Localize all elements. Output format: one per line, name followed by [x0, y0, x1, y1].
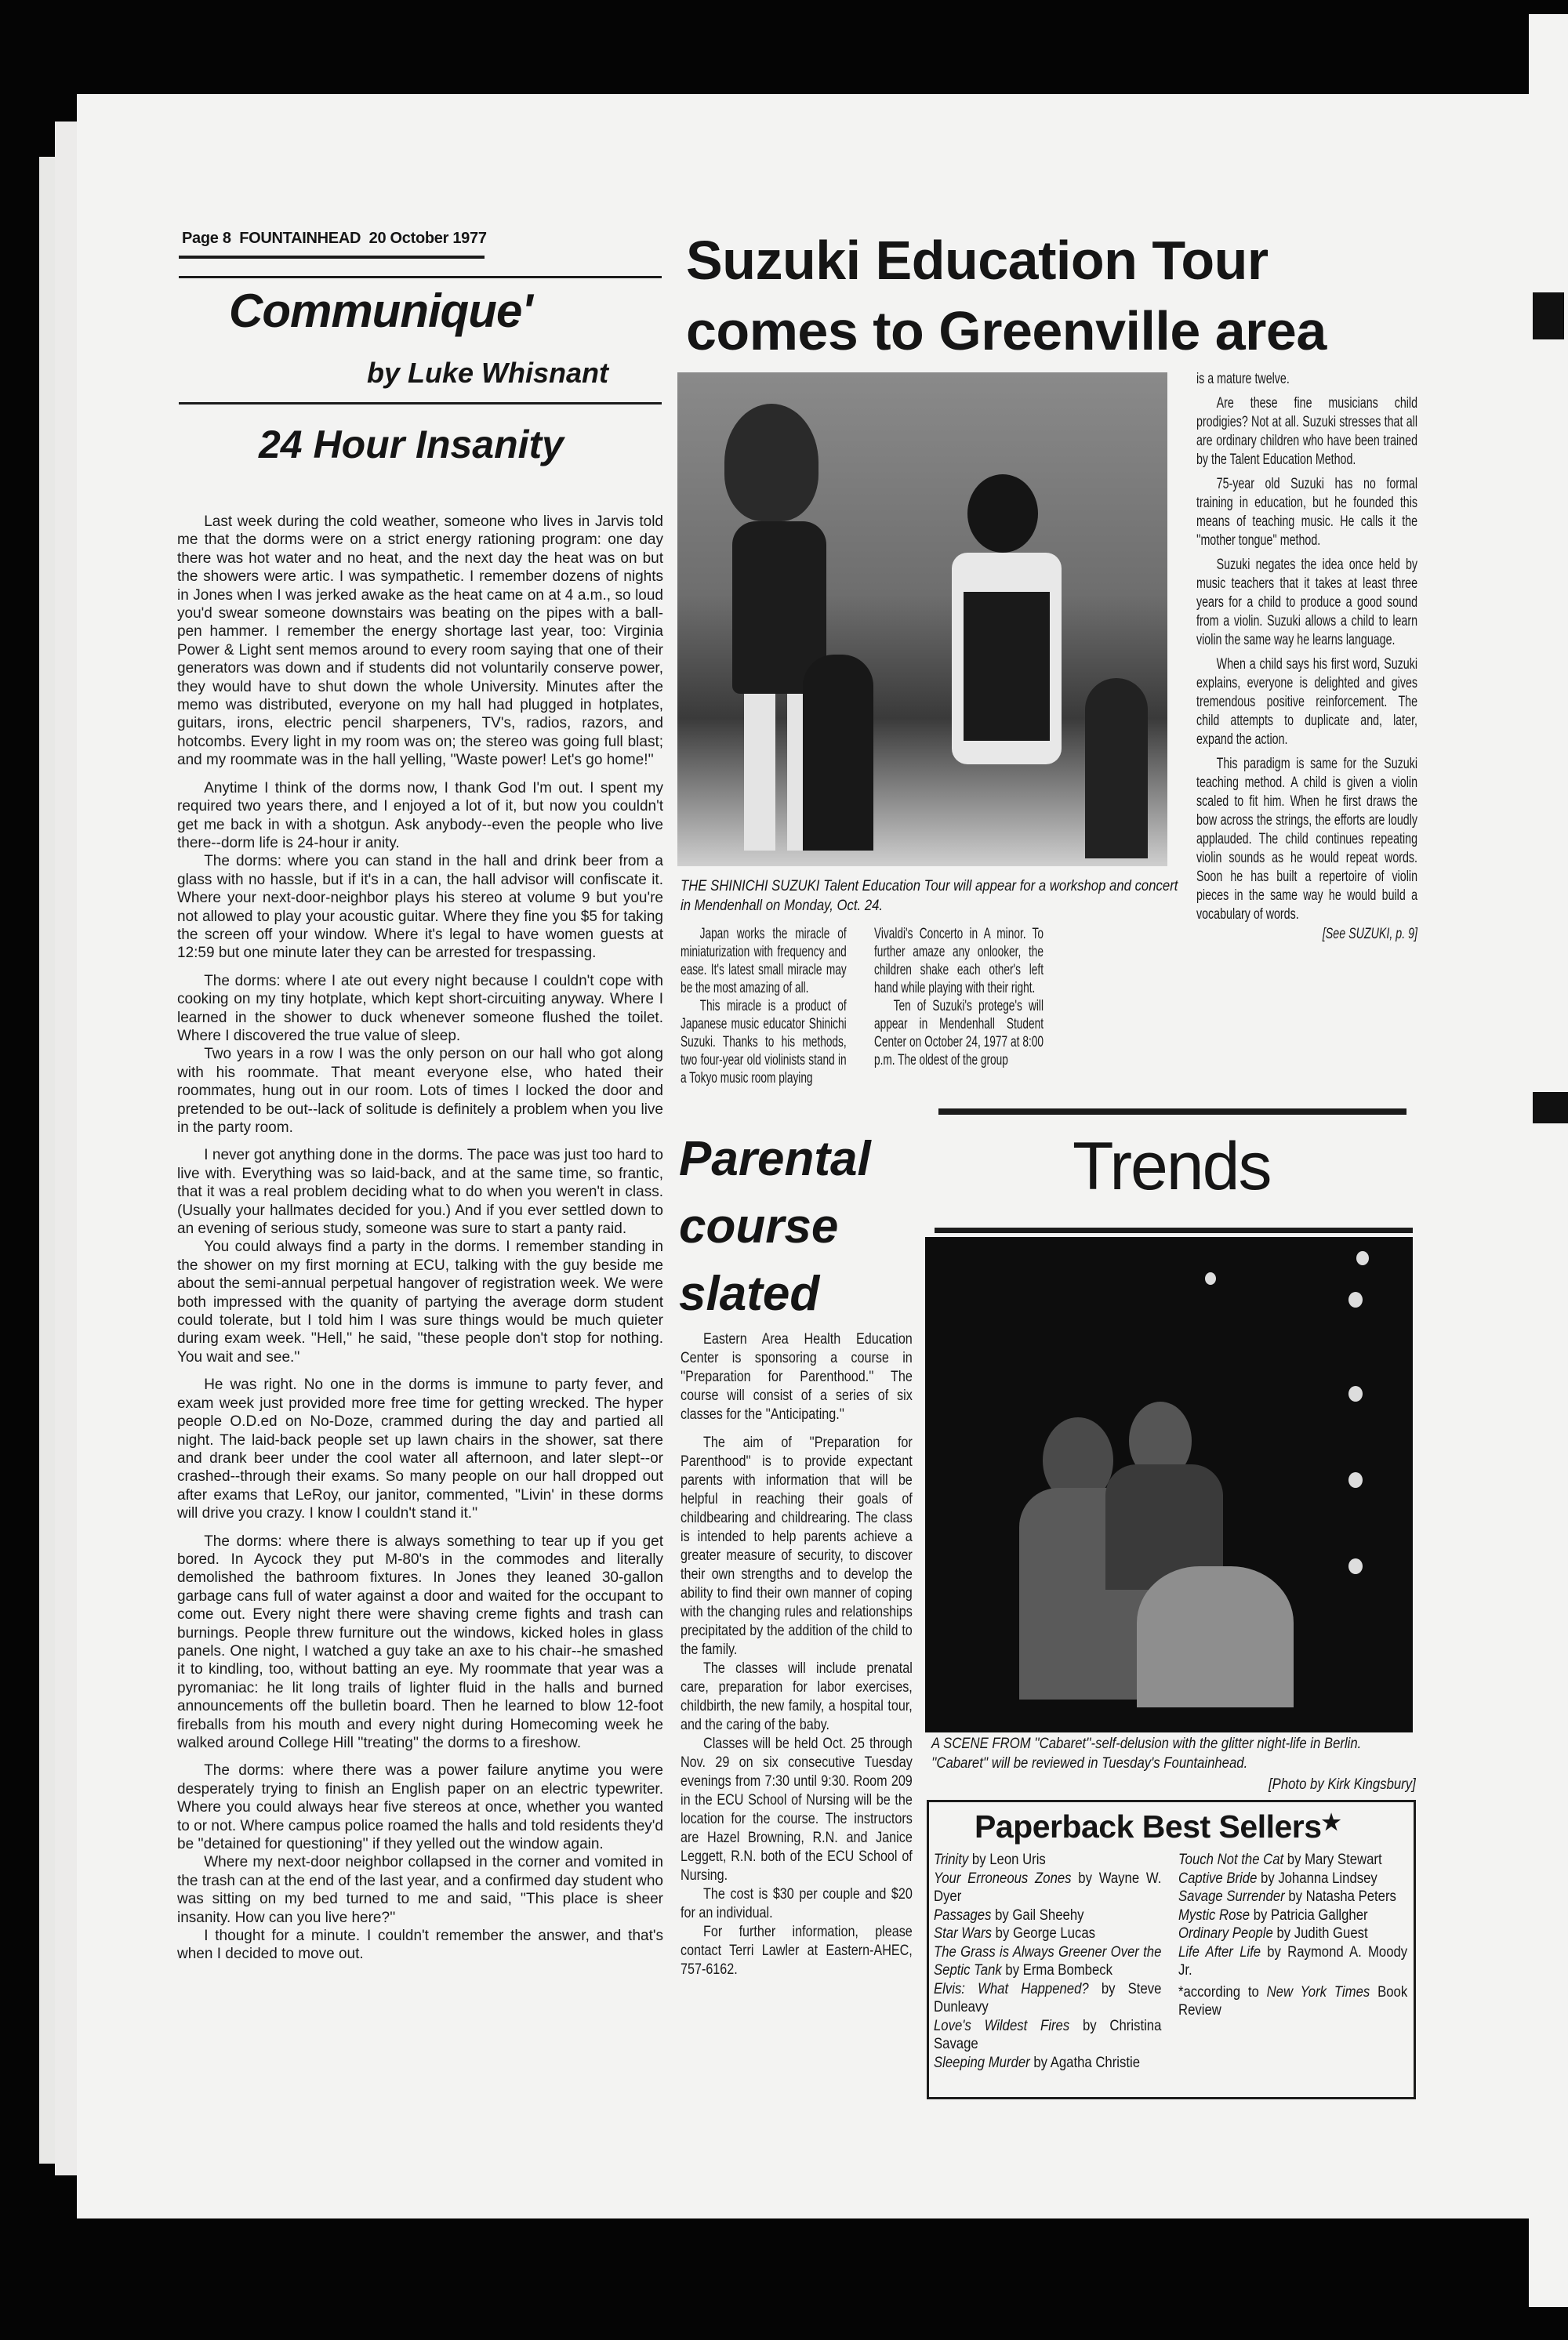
paragraph: Classes will be held Oct. 25 through Nov. 29 on six consecutive Tuesday evenings from 7:30 until 9:30. Room 209 in the ECU School of Nursing will be the location for the course. The instructors are Hazel Browning, R.N. and Janice Leggett, R.N. both of the ECU School of Nursing.	[681, 1736, 913, 1884]
violin-students-photo	[677, 372, 1167, 866]
list-item: Trinity by Leon Uris	[934, 1852, 1046, 1868]
paragraph: The classes will include prenatal care, preparation for labor exercises, childbirth, the new family, a hospital tour, and the caring of the baby.	[681, 1660, 913, 1733]
bestsellers-list-right	[1178, 1851, 1407, 2020]
paragraph: For further information, please contact Terri Lawler at Eastern-AHEC, 757-6162.	[681, 1924, 913, 1978]
cabaret-scene-photo	[925, 1237, 1413, 1732]
bestsellers-list-right-text	[1178, 1851, 1407, 2020]
list-item: Touch Not the Cat by Mary Stewart	[1178, 1852, 1382, 1868]
list-item: Star Wars by George Lucas	[934, 1925, 1096, 1942]
headline-line: Parental	[679, 1132, 871, 1186]
paragraph: Eastern Area Health Education Center is sponsoring a course in ''Preparation for Parenthood.'' The course will consist of a series of six classes for the ''Anticipating.''	[681, 1331, 913, 1423]
paragraph: I thought for a minute. I couldn't remember the answer, and that's when I decided to move out.	[177, 1928, 663, 1963]
headline: Suzuki Education Tour	[686, 230, 1269, 291]
paragraph: The dorms: where I ate out every night because I couldn't cope with cooking on my tiny hotplate, which kept short-circuiting anyway. Where I learned in the shower to duck whenever someone flushed the toilet. Where I discovered the true value of sleep.	[177, 972, 663, 1044]
page-header	[182, 230, 487, 248]
divider	[179, 276, 662, 278]
paper-name: FOUNTAINHEAD	[239, 230, 361, 247]
page-number: Page 8	[182, 230, 231, 247]
issue-date: 20 October 1977	[368, 230, 487, 247]
paragraph: The dorms: where you can stand in the hall and drink beer from a glass with no hassle, but if it's in a can, the hall advisor will confiscate it. Where your next-door-neighbor plays his stereo at volume 9 but you're not allowed to play your acoustic guitar. Where they fine you $5 for taking the screen off your window. Where it's legal to have women guests at 12:59 but one minute later they can be arrested for trespassing.	[177, 853, 663, 962]
divider	[179, 402, 662, 405]
paragraph: When a child says his first word, Suzuki explains, everyone is delighted and gives tremendous positive reinforcement. The child attempts to duplicate and, later, expand the action.	[1196, 656, 1417, 748]
paragraph: Are these fine musicians child prodigies? Not at all. Suzuki stresses that all are ordinary children who have been trained by the Talent Education Method.	[1196, 395, 1417, 468]
bestsellers-list-left	[934, 1851, 1161, 2072]
divider	[179, 256, 485, 259]
paragraph: He was right. No one in the dorms is immune to party fever, and exam week just provided more free time for getting wrecked. The hyper people O.D.ed on No-Doze, crammed during the day and partied all night. The laid-back people set up lawn chairs in the shower, sat there and drank beer under the cool water all afternoon, and later slept--or crashed--through their exams. So many people on our hall dropped out after exams that LeRoy, our janitor, commented, ''Livin' in these dorms will drive you crazy. I know I couldn't stand it.''	[177, 1377, 663, 1522]
paragraph: I never got anything done in the dorms. The pace was just too hard to live with. Everything was so laid-back, and at the same time, so frantic, that it was a real problem deciding what to do when you weren't in class. (Usually your hallmates decided for you.) And if you ever settled down to an evening of serious study, someone was sure to start a panty raid.	[177, 1147, 663, 1238]
headline: comes to Greenville area	[686, 300, 1327, 361]
list-item: Savage Surrender by Natasha Peters	[1178, 1888, 1396, 1905]
article-body	[681, 1330, 913, 1979]
list-item: Captive Bride by Johanna Lindsey	[1178, 1870, 1377, 1887]
box-title-text: Paperback Best Sellers	[975, 1809, 1322, 1845]
paragraph: The cost is $30 per couple and $20 for an individual.	[681, 1886, 913, 1921]
trends-caption-wrap	[931, 1734, 1416, 1794]
paragraph: is a mature twelve.	[1196, 371, 1290, 387]
photo-credit: [Photo by Kirk Kingsbury]	[1269, 1776, 1416, 1793]
headline-line: slated	[679, 1267, 820, 1321]
article-column-text	[874, 925, 1044, 1069]
paragraph: The dorms: where there is always something to tear up if you get bored. In Aycock they put M-80's in the commodes and literally demolished the bathroom fixtures. In Jones they leaned 30-gallon garbage cans full of water against a door and waited for the occupant to come out. Every night there were shaving creme fights and trash can burnings. People threw furniture out the windows, kicked holes in glass panels. One night, I watched a guy take an axe to his chair--he smashed it to kindling, too, without batting an eye. My roommate that year was a pyromaniac: he lit long trails of lighter fluid in the halls and burned announcements off the bulletin board. Then he learned to blow 12-foot fireballs from his mouth and every night during Homecoming week he walked around College Hill ''treating'' the dorms to a fireshow.	[177, 1533, 663, 1751]
byline: by Luke Whisnant	[367, 357, 609, 389]
paragraph: Anytime I think of the dorms now, I thank God I'm out. I spent my required two years there, and I enjoyed a lot of it, but now you couldn't get me back in with a shotgun. Ask anybody--even the people who live there--dorm life is 24-hour ir anity.	[177, 779, 663, 851]
headline	[679, 1126, 871, 1328]
trends-caption-block	[931, 1734, 1416, 1794]
column-title: Communique'	[229, 285, 532, 337]
paragraph: The dorms: where there was a power failure anytime you were desperately trying to finish an English paper on an electric typewriter. Where you could always hear five stereos at once, whether you wanted to or not. Where campus police roamed the halls and told residents they'd be ''detained for questioning'' if they yelled out the window again.	[177, 1762, 663, 1853]
list-item: Ordinary People by Judith Guest	[1178, 1925, 1368, 1942]
paragraph: Where my next-door neighbor collapsed in the corner and vomited in the trash can at the end of the last year, and a confirmed day student who was sitting on my bed turned to me and said, ''This place is sheer insanity. How can you live here?''	[177, 1854, 663, 1926]
divider	[938, 1108, 1406, 1115]
list-item: Elvis: What Happened? by Steve Dunleavy	[934, 1980, 1162, 2015]
list-item: Your Erroneous Zones by Wayne W. Dyer	[934, 1870, 1162, 1905]
paragraph: Two years in a row I was the only person on our hall who got along with his roommate. That meant everyone else, who hated their roommates, hung out in our room. Lots of times I locked the door and pretended to be out--lack of solitude is definitely a problem when you live in the party room.	[177, 1046, 663, 1136]
divider	[935, 1228, 1413, 1233]
bestsellers-list-left-text	[934, 1851, 1161, 2072]
photo-caption: THE SHINICHI SUZUKI Talent Education Tour will appear for a workshop and concert in Mendenhall on Monday, Oct. 24.	[681, 878, 1178, 914]
paragraph: This paradigm is same for the Suzuki teaching method. A child is given a violin scaled to fit him. When he first draws the bow across the strings, the efforts are loudly applauded. The child continues repeating violin sounds as he would repeat words. Soon he has built a repertoire of violin pieces in the same way he would build a vocabulary of words.	[1196, 756, 1417, 923]
section-header: Trends	[1073, 1129, 1271, 1204]
paragraph: Ten of Suzuki's protege's will appear in Mendenhall Student Center on October 24, 1977 at 8:00 p.m. The oldest of the group	[874, 998, 1044, 1068]
photo-caption: A SCENE FROM ''Cabaret''-self-delusion with the glitter night-life in Berlin. ''Cabaret'' will be reviewed in Tuesday's Fountainhead.	[931, 1736, 1362, 1772]
article-title: 24 Hour Insanity	[259, 423, 564, 466]
paragraph: You could always find a party in the dorms. I remember standing in the shower on my first morning at ECU, talking with the guy beside me about the semi-annual perpetual hangover of registration week. We were both impressed with the quanity of partying the average dorm student could tolerate, but I told him I was sure things would be much quieter during exam week. ''Hell,'' he said, ''these people don't stop for nothing. You wait and see.''	[177, 1239, 663, 1366]
photo-caption-wrap	[681, 876, 1182, 916]
paragraph: 75-year old Suzuki has no formal training in education, but he founded this means of teaching music. He calls it the ''mother tongue'' method.	[1196, 476, 1417, 549]
article-column	[874, 925, 1044, 1069]
paragraph: Last week during the cold weather, someone who lives in Jarvis told me that the dorms were on a strict energy rationing program: one day there was hot water and no heat, and the next day the heat was on but the showers were artic. I was sympathetic. I remember dozens of nights in Jones when I was jerked awake as the heat came on at 4 a.m., so loud you'd swear someone downstairs was beating on the pipes with a ball-pen hammer. I remember the energy shortage last year, too: Virginia Power & Light sent memos around to every room saying that one of their generators was down and if students did not voluntarily conserve power, they would have to shut down the whole University. Minutes after the memo was distributed, everyone on my hall had plugged in hotplates, guitars, irons, electric pencil sharpeners, TV's, radios, razors, and hotcombs. Every light in my room was on; the stereo was going full blast; and my roommate was in the hall yelling, ''Waste power! Let's go home!''	[177, 513, 663, 769]
next-page-edge	[1529, 14, 1568, 2307]
paragraph: The aim of ''Preparation for Parenthood'' is to provide expectant parents with information that will be helpful in reaching their goals of childbearing and childrearing. The class is intended to help parents achieve a greater measure of security, to discover their own strengths and to develop the ability to find their own manner of coping with the changing rules and relationships precipitated by the addition of the child to the family.	[681, 1435, 913, 1658]
list-item: Passages by Gail Sheehy	[934, 1906, 1084, 1924]
star-icon: ★	[1321, 1810, 1341, 1834]
paragraph: Japan works the miracle of miniaturization with frequency and ease. It's latest small miracle may be the most amazing of all.	[681, 926, 847, 996]
box-title	[975, 1809, 1341, 1845]
article-body-text	[681, 1330, 913, 1979]
article-column	[681, 925, 847, 1087]
list-item: Sleeping Murder by Agatha Christie	[934, 2054, 1141, 2071]
list-item: Love's Wildest Fires by Christina Savage	[934, 2017, 1162, 2052]
bestsellers-box	[927, 1800, 1416, 2099]
article-column-text	[1196, 370, 1417, 944]
article-body	[177, 513, 663, 1964]
list-item: Life After Life by Raymond A. Moody Jr.	[1178, 1943, 1408, 1979]
list-item: Mystic Rose by Patricia Gallgher	[1178, 1906, 1368, 1924]
paragraph: This miracle is a product of Japanese music educator Shinichi Suzuki. Thanks to his methods, two four-year old violinists stand in a Tokyo music room playing	[681, 998, 847, 1087]
footnote: *according to New York Times Book Review	[1178, 1983, 1408, 2019]
article-column	[1196, 370, 1417, 944]
paragraph: Vivaldi's Concerto in A minor. To further amaze any onlooker, the children shake each other's left hand while playing with their right.	[874, 926, 1044, 996]
list-item: The Grass is Always Greener Over the Septic Tank by Erma Bombeck	[934, 1943, 1162, 1979]
headline-line: course	[679, 1199, 839, 1253]
article-column-text	[681, 925, 847, 1087]
paragraph: Suzuki negates the idea once held by music teachers that it takes at least three years for a child to produce a good sound from a violin. Suzuki allows a child to learn violin the same way he learns language.	[1196, 557, 1417, 648]
continued-on-link[interactable]: [See SUZUKI, p. 9]	[1322, 926, 1417, 942]
